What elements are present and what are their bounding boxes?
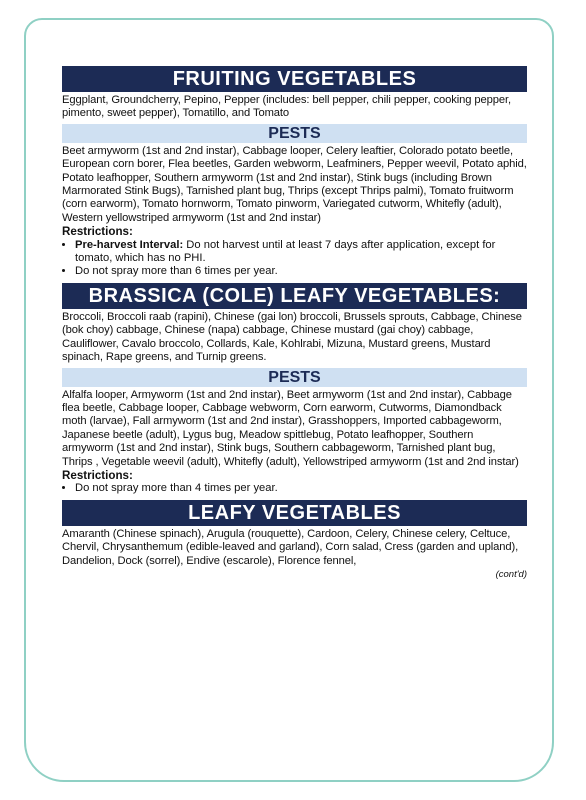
restrictions-list bbox=[62, 239, 527, 279]
restriction-item-text: Do not spray more than 6 times per year. bbox=[75, 265, 278, 278]
restriction-item-label: Pre-harvest Interval: bbox=[75, 238, 184, 251]
restrictions-list bbox=[62, 482, 527, 495]
section-fruiting-vegetables bbox=[62, 66, 527, 279]
pest-list: Alfalfa looper, Armyworm (1st and 2nd instar), Beet armyworm (1st and 2nd instar), Cabbage flea beetle, Cabbage looper, Cabbage webworm, Corn earworm, Cutworms, Diamondback moth (larvae), Fall armyworm (1st and 2nd instar), Grasshoppers, Imported cabbageworm, Japanese beetle (adult), Lygus bug, Meadow spittlebug, Potato leafhopper, Southern armyworm (1st and 2nd instar), Stink bugs, Southern cabbageworm, Tarnished plant bug, Thrips , Vegetable weevil (adult), Whitefly (adult), Yellowstriped armyworm (1st and 2nd instar) bbox=[62, 388, 519, 468]
crop-list: Amaranth (Chinese spinach), Arugula (rouquette), Cardoon, Celery, Chinese celery, Celtuce, Chervil, Chrysanthemum (edible-leaved and garland), Corn salad, Cress (garden and upland), Dandelion, Dock (sorrel), Endive (escarole), Florence fennel, bbox=[62, 527, 519, 567]
section-title: BRASSICA (COLE) LEAFY VEGETABLES: bbox=[62, 283, 527, 309]
section-leafy-vegetables bbox=[62, 500, 527, 580]
label-content bbox=[62, 66, 527, 580]
continued-note: (cont'd) bbox=[495, 568, 527, 580]
pests-header: PESTS bbox=[62, 368, 527, 387]
pest-list: Beet armyworm (1st and 2nd instar), Cabbage looper, Celery leaftier, Colorado potato beetle, European corn borer, Flea beetles, Garden webworm, Leafminers, Pepper weevil, Potato aphid, Potato leafhopper, Southern armyworm (1st and 2nd instar), Stink bugs (including Brown Marmorated Stink Bugs), Tarnished plant bug, Thrips (except Thrips palmi), Tomato fruitworm (corn earworm), Tomato hornworm, Tomato pinworm, Variegated cutworm, Whitefly (adult), Western yellowstriped armyworm (1st and 2nd instar) bbox=[62, 144, 527, 224]
restriction-item bbox=[75, 482, 527, 495]
restrictions-label: Restrictions: bbox=[62, 468, 133, 482]
restriction-item bbox=[75, 239, 527, 266]
section-title: FRUITING VEGETABLES bbox=[62, 66, 527, 92]
crop-list: Eggplant, Groundcherry, Pepino, Pepper (includes: bell pepper, chili pepper, cooking pepper, pimento, sweet pepper), Tomatillo, and Tomato bbox=[62, 94, 511, 120]
restriction-item-text: Do not spray more than 4 times per year. bbox=[75, 482, 278, 495]
restriction-item-text: Do not harvest until at least 7 days after application, except for tomato, which has no PHI. bbox=[75, 238, 496, 265]
section-title: LEAFY VEGETABLES bbox=[62, 500, 527, 526]
pests-header: PESTS bbox=[62, 124, 527, 143]
crop-list: Broccoli, Broccoli raab (rapini), Chinese (gai lon) broccoli, Brussels sprouts, Cabbage, Chinese (bok choy) cabbage, Chinese (napa) cabbage, Chinese mustard (gai choy) cabbage, Cauliflower, Cavalo broccolo, Collards, Kale, Kohlrabi, Mizuna, Mustard greens, Mustard spinach, Rape greens, and Turnip greens. bbox=[62, 310, 522, 364]
restriction-item bbox=[75, 265, 527, 278]
section-brassica-leafy-vegetables bbox=[62, 283, 527, 496]
restrictions-label: Restrictions: bbox=[62, 225, 133, 239]
